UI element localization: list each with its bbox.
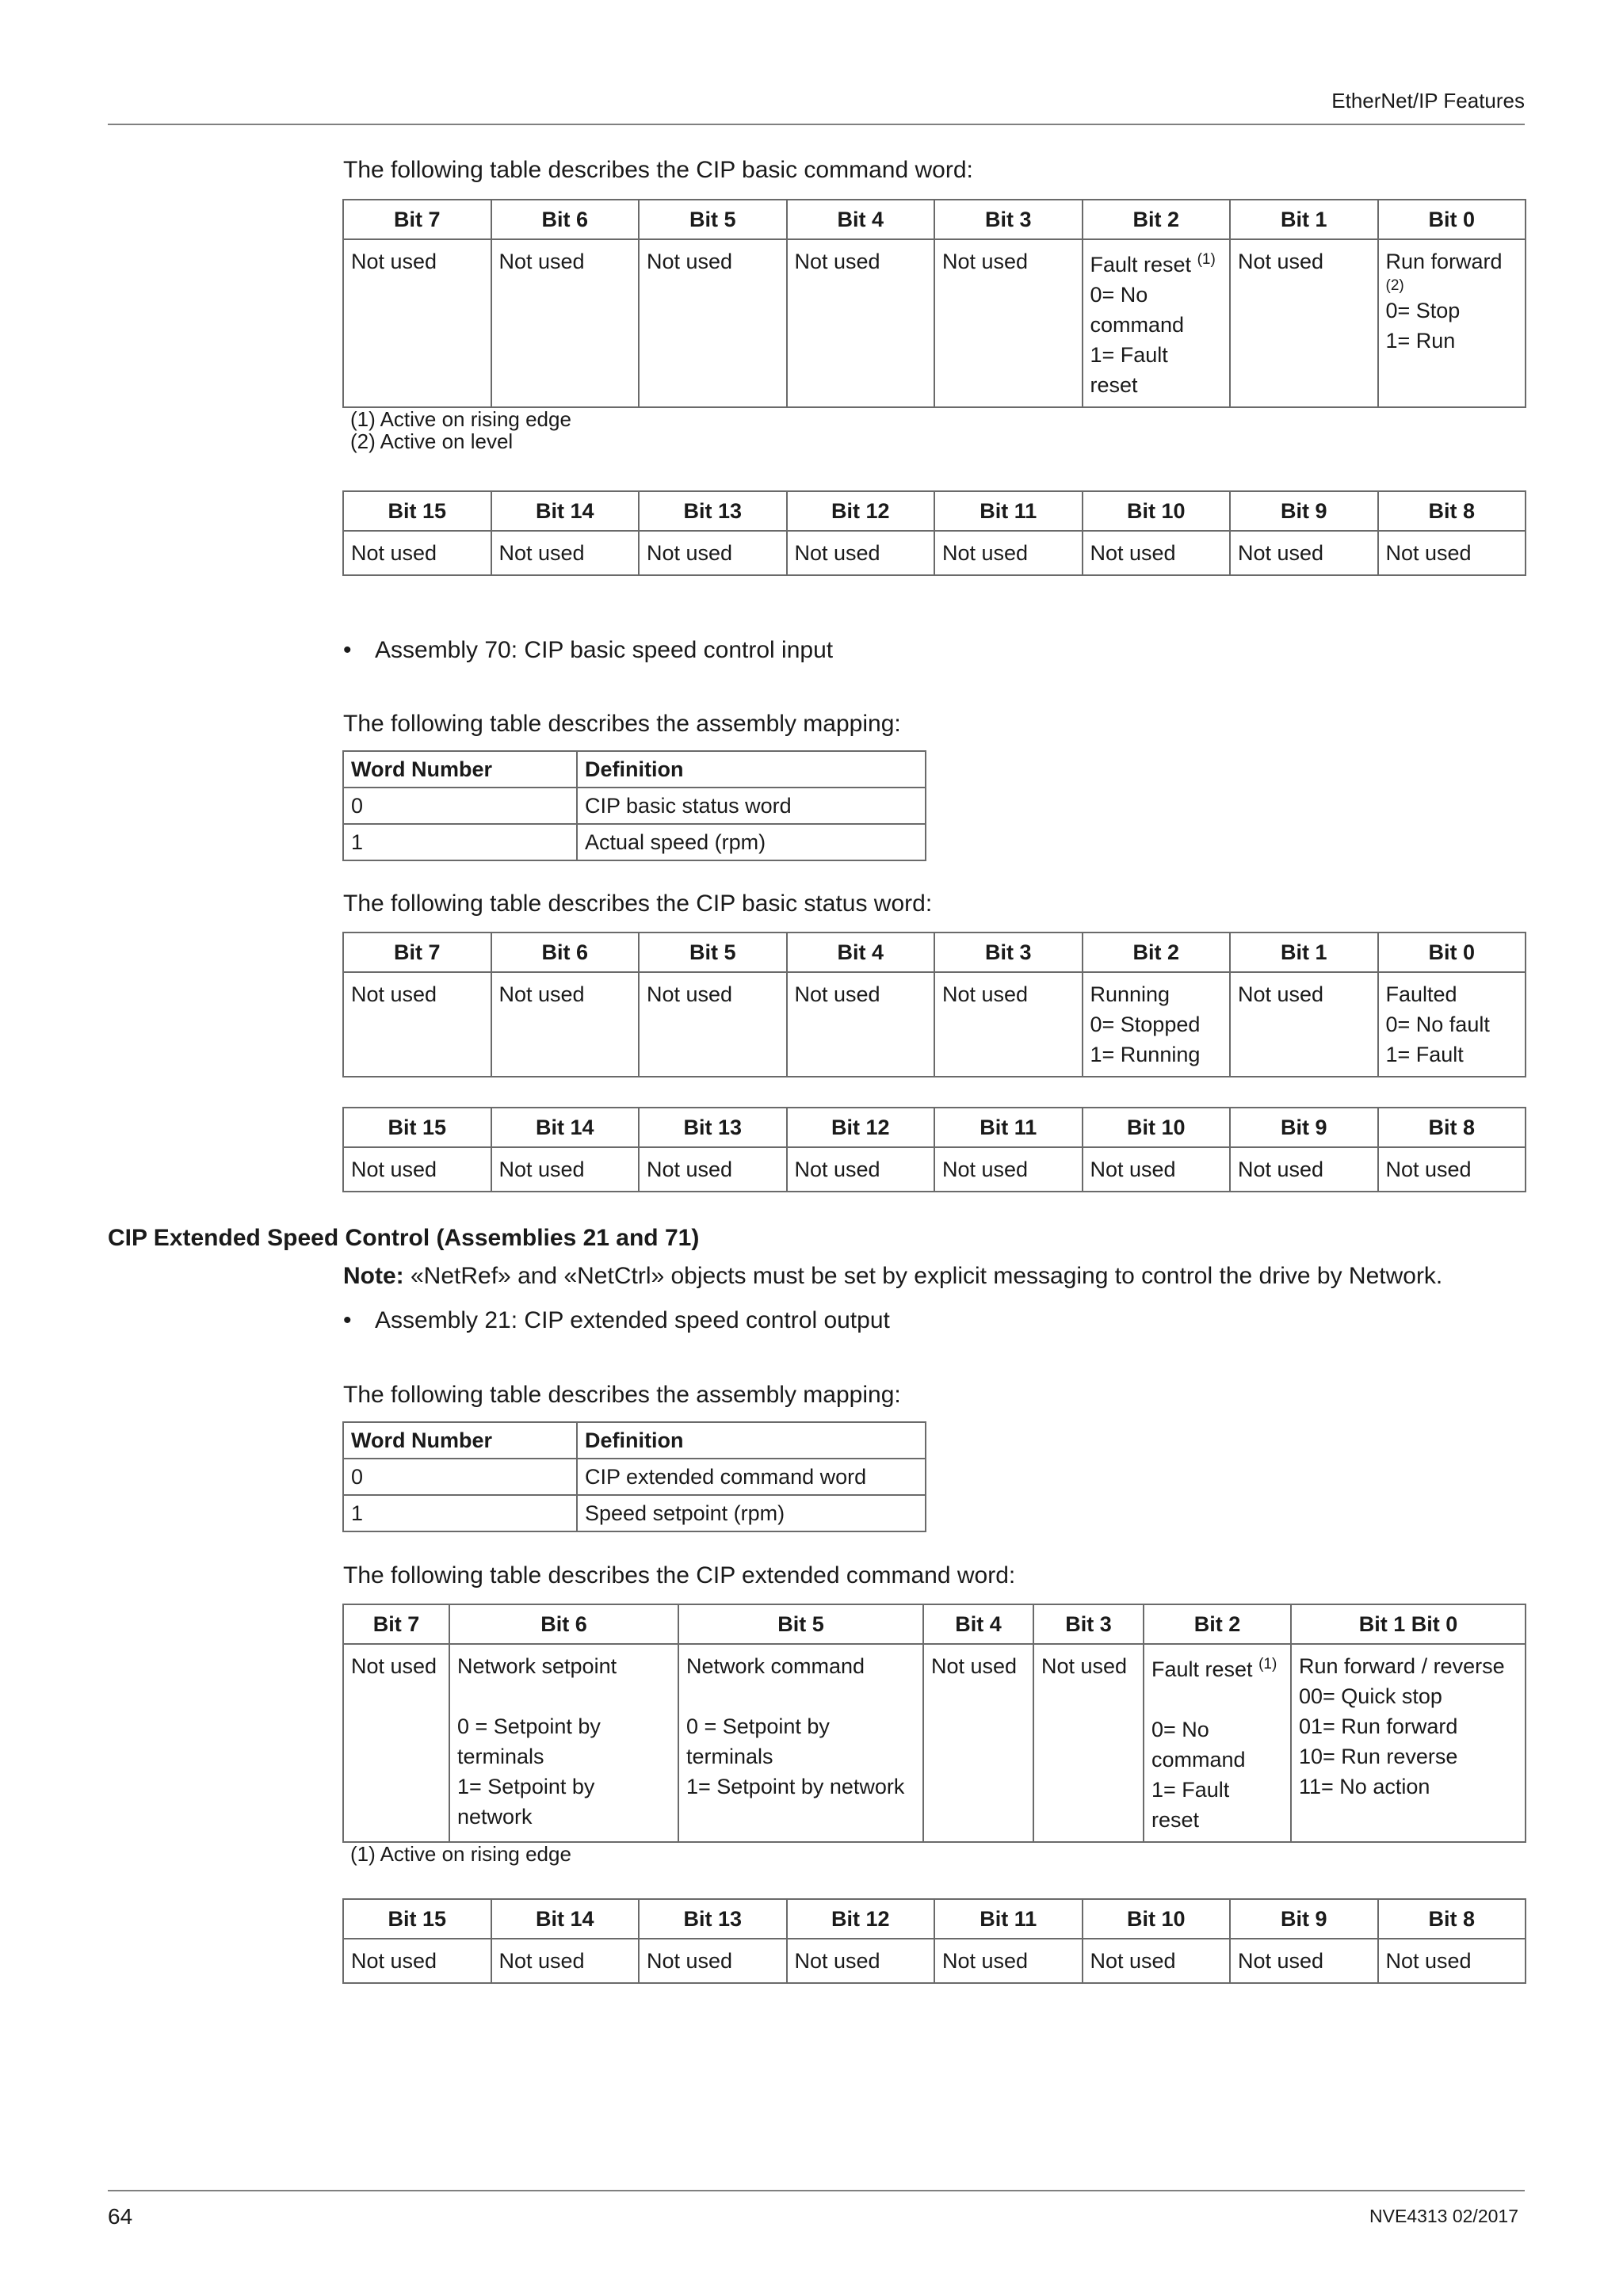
footer-rule [108, 2190, 1525, 2191]
table-row [343, 239, 1526, 407]
note-paragraph [343, 1263, 1442, 1290]
note-text: «NetRef» and «NetCtrl» objects must be set by explicit messaging to control the drive by Network. [403, 1263, 1443, 1289]
note-label: Note: [343, 1263, 404, 1289]
table-cell: Fault reset $^{(1)}$ 0= No command 1= Fault reset [1144, 1644, 1291, 1842]
column-header: Bit 8 [1378, 1108, 1526, 1147]
column-header: Bit 1 [1230, 933, 1378, 972]
table-cell: Not used [1033, 1644, 1144, 1842]
table-cell: Not used [934, 972, 1083, 1077]
page-number: 64 [108, 2204, 133, 2229]
table-cell: Not used [343, 531, 491, 575]
table-row [343, 824, 926, 860]
table-header-row [343, 200, 1526, 239]
column-header: Bit 4 [923, 1604, 1033, 1644]
table-cell: Not used [491, 972, 640, 1077]
running-header: EtherNet/IP Features [1331, 89, 1525, 113]
column-header: Bit 11 [934, 491, 1083, 531]
document-reference: NVE4313 02/2017 [1369, 2206, 1518, 2226]
table-cell: Not used [934, 1939, 1083, 1983]
table-cell: Not used [934, 1147, 1083, 1192]
column-header: Bit 15 [343, 1108, 491, 1147]
column-header: Bit 14 [491, 1899, 640, 1939]
column-header: Bit 2 [1144, 1604, 1291, 1644]
table-cell: Not used [1378, 1147, 1526, 1192]
table-cell: Not used [639, 1147, 787, 1192]
table-cell: 1 [343, 1495, 577, 1531]
column-header: Bit 3 [1033, 1604, 1144, 1644]
column-header: Bit 14 [491, 491, 640, 531]
column-header: Bit 9 [1230, 1108, 1378, 1147]
table-cell: Not used [639, 531, 787, 575]
column-header: Bit 13 [639, 491, 787, 531]
column-header: Bit 0 [1378, 200, 1526, 239]
table-cell: Network setpoint 0 = Setpoint by terminals 1= Setpoint by network [449, 1644, 678, 1842]
table-cell: Not used [1230, 972, 1378, 1077]
section-heading: CIP Extended Speed Control (Assemblies 21 and 71) [108, 1225, 700, 1251]
table-cell: Not used [343, 1644, 449, 1842]
column-header: Word Number [343, 751, 577, 788]
table-cell: Not used [1083, 1147, 1231, 1192]
bullet-icon: • [343, 1307, 352, 1333]
column-header: Bit 0 [1378, 933, 1526, 972]
column-header: Bit 10 [1083, 1899, 1231, 1939]
column-header: Word Number [343, 1422, 577, 1459]
table-cell: Not used [923, 1644, 1033, 1842]
table-cell: Not used [1378, 1939, 1526, 1983]
table-header-row [343, 933, 1526, 972]
column-header: Bit 8 [1378, 1899, 1526, 1939]
footnote-ref: (1) [1258, 1656, 1277, 1672]
column-header: Bit 10 [1083, 1108, 1231, 1147]
extended-command-high-table [342, 1898, 1526, 1984]
table-cell: Not used [787, 972, 935, 1077]
column-header: Bit 14 [491, 1108, 640, 1147]
table-cell: Not used [491, 1939, 640, 1983]
table-header-row [343, 1899, 1526, 1939]
table-cell: 1 [343, 824, 577, 860]
table-cell: Not used [1230, 1939, 1378, 1983]
table-cell: Faulted 0= No fault 1= Fault [1378, 972, 1526, 1077]
table-cell: Not used [491, 239, 640, 407]
column-header: Bit 6 [491, 933, 640, 972]
table-row [343, 1644, 1526, 1842]
column-header: Bit 4 [787, 200, 935, 239]
bullet-assembly-21: • Assembly 21: CIP extended speed control output [343, 1307, 890, 1333]
basic-command-intro: The following table describes the CIP basic command word: [343, 157, 973, 183]
footnote-ref: (1) [1197, 251, 1216, 268]
basic-status-high-table [342, 1107, 1526, 1192]
table-cell: Not used [1230, 239, 1378, 407]
table-cell: Not used [1083, 531, 1231, 575]
table-cell: Not used [343, 239, 491, 407]
assembly-mapping-intro-2: The following table describes the assembly mapping: [343, 1382, 901, 1408]
table-cell: Speed setpoint (rpm) [577, 1495, 926, 1531]
table-cell: Not used [934, 531, 1083, 575]
cell-text: Fault reset [1090, 253, 1192, 277]
table-cell: Not used [787, 239, 935, 407]
column-header: Bit 13 [639, 1108, 787, 1147]
column-header: Bit 7 [343, 1604, 449, 1644]
column-header: Bit 7 [343, 200, 491, 239]
column-header: Bit 10 [1083, 491, 1231, 531]
bullet-assembly-70: • Assembly 70: CIP basic speed control input [343, 637, 834, 663]
table-cell: Not used [639, 972, 787, 1077]
column-header: Bit 12 [787, 1899, 935, 1939]
table-cell: Network command 0 = Setpoint by terminals 1= Setpoint by network [678, 1644, 923, 1842]
table-cell: Run forward / reverse 00= Quick stop 01= Run forward 10= Run reverse 11= No action [1291, 1644, 1526, 1842]
table-cell: Not used [934, 239, 1083, 407]
basic-status-intro: The following table describes the CIP basic status word: [343, 891, 933, 917]
basic-status-low-table [342, 932, 1526, 1077]
table-row [343, 1459, 926, 1495]
table-cell: Not used [639, 239, 787, 407]
table-row [343, 972, 1526, 1077]
column-header: Bit 3 [934, 933, 1083, 972]
column-header: Bit 2 [1083, 933, 1231, 972]
column-header: Bit 1 [1230, 200, 1378, 239]
footnote-1: (1) Active on rising edge [350, 407, 571, 431]
table-cell: Not used [1378, 531, 1526, 575]
column-header: Bit 1 Bit 0 [1291, 1604, 1526, 1644]
table-row [343, 788, 926, 824]
column-header: Bit 5 [639, 200, 787, 239]
table-row [343, 1495, 926, 1531]
table-cell: CIP extended command word [577, 1459, 926, 1495]
column-header: Bit 11 [934, 1899, 1083, 1939]
table-cell: Not used [1230, 1147, 1378, 1192]
table-cell: Not used [1230, 531, 1378, 575]
bullet-icon: • [343, 637, 352, 663]
column-header: Bit 12 [787, 491, 935, 531]
table-cell: Fault reset $^{(1)}$ 0= No command 1= Fault reset [1083, 239, 1231, 407]
table-header-row [343, 1604, 1526, 1644]
table-cell: Run forward (2) 0= Stop 1= Run [1378, 239, 1526, 407]
table-cell: Not used [491, 531, 640, 575]
column-header: Bit 7 [343, 933, 491, 972]
extended-command-intro: The following table describes the CIP extended command word: [343, 1562, 1016, 1589]
table-cell: Not used [343, 1147, 491, 1192]
column-header: Bit 4 [787, 933, 935, 972]
table-header-row [343, 751, 926, 788]
footnote-1b: (1) Active on rising edge [350, 1842, 571, 1866]
column-header: Bit 11 [934, 1108, 1083, 1147]
column-header: Bit 6 [491, 200, 640, 239]
column-header: Bit 12 [787, 1108, 935, 1147]
column-header: Bit 2 [1083, 200, 1231, 239]
table-cell: Actual speed (rpm) [577, 824, 926, 860]
table-header-row [343, 491, 1526, 531]
column-header: Bit 5 [678, 1604, 923, 1644]
table-row [343, 531, 1526, 575]
assembly-21-mapping-table [342, 1421, 926, 1532]
table-cell: Not used [787, 1147, 935, 1192]
assembly-mapping-intro: The following table describes the assembly mapping: [343, 711, 901, 737]
table-cell: Not used [343, 972, 491, 1077]
table-row [343, 1939, 1526, 1983]
table-cell: Not used [343, 1939, 491, 1983]
extended-command-low-table [342, 1604, 1526, 1843]
header-rule [108, 124, 1525, 125]
table-cell: 0 [343, 1459, 577, 1495]
basic-command-high-table [342, 490, 1526, 576]
table-cell: Running 0= Stopped 1= Running [1083, 972, 1231, 1077]
column-header: Bit 3 [934, 200, 1083, 239]
column-header: Bit 9 [1230, 1899, 1378, 1939]
table-cell: Not used [787, 1939, 935, 1983]
table-cell: Not used [787, 531, 935, 575]
column-header: Bit 8 [1378, 491, 1526, 531]
table-cell: Not used [1083, 1939, 1231, 1983]
table-header-row [343, 1108, 1526, 1147]
column-header: Bit 15 [343, 491, 491, 531]
table-cell: 0 [343, 788, 577, 824]
column-header: Bit 6 [449, 1604, 678, 1644]
table-row [343, 1147, 1526, 1192]
table-cell: CIP basic status word [577, 788, 926, 824]
table-cell: Not used [491, 1147, 640, 1192]
table-header-row [343, 1422, 926, 1459]
basic-command-low-table [342, 199, 1526, 408]
column-header: Definition [577, 1422, 926, 1459]
assembly-70-mapping-table [342, 750, 926, 861]
column-header: Bit 9 [1230, 491, 1378, 531]
cell-text: Fault reset [1151, 1657, 1253, 1681]
column-header: Definition [577, 751, 926, 788]
table-cell: Not used [639, 1939, 787, 1983]
column-header: Bit 13 [639, 1899, 787, 1939]
column-header: Bit 5 [639, 933, 787, 972]
footnote-2: (2) Active on level [350, 429, 514, 453]
column-header: Bit 15 [343, 1899, 491, 1939]
